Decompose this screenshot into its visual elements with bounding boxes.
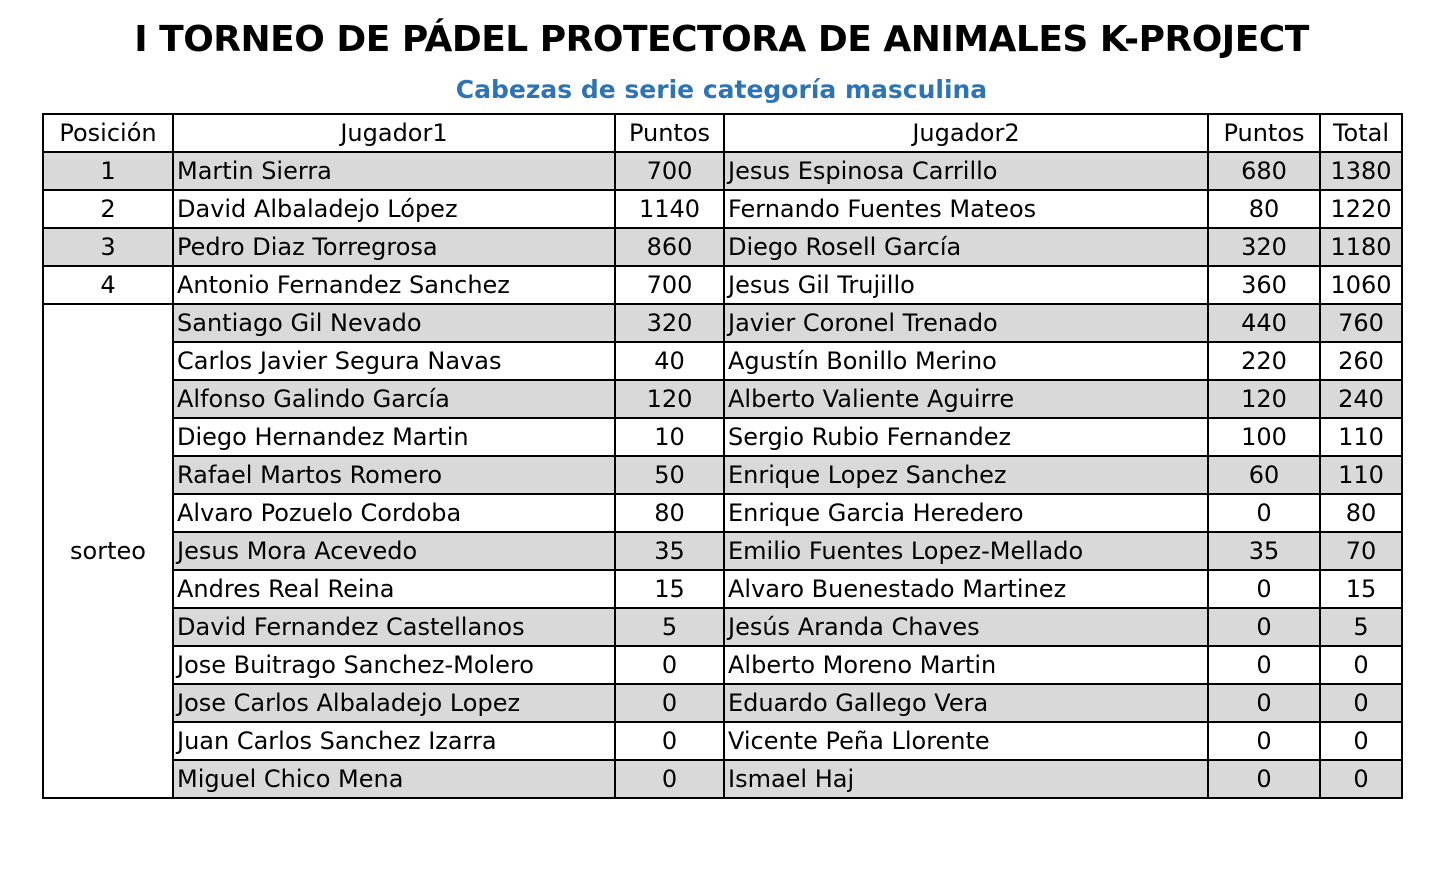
row-points2: 0 — [1208, 646, 1320, 684]
row-player2: Eduardo Gallego Vera — [724, 684, 1208, 722]
row-points1: 120 — [615, 380, 724, 418]
row-total: 1180 — [1320, 228, 1402, 266]
row-points1: 0 — [615, 722, 724, 760]
row-player1: Miguel Chico Mena — [173, 760, 615, 798]
row-total: 5 — [1320, 608, 1402, 646]
row-player1: Alvaro Pozuelo Cordoba — [173, 494, 615, 532]
row-points2: 440 — [1208, 304, 1320, 342]
table-row — [43, 532, 1402, 570]
row-player2: Ismael Haj — [724, 760, 1208, 798]
row-total: 0 — [1320, 760, 1402, 798]
table-row — [43, 646, 1402, 684]
row-points1: 15 — [615, 570, 724, 608]
row-player1: Diego Hernandez Martin — [173, 418, 615, 456]
row-total: 110 — [1320, 418, 1402, 456]
row-points2: 320 — [1208, 228, 1320, 266]
table-row — [43, 418, 1402, 456]
row-total: 15 — [1320, 570, 1402, 608]
row-position: 2 — [43, 190, 173, 228]
row-player1: David Fernandez Castellanos — [173, 608, 615, 646]
seeds-table — [42, 113, 1403, 799]
row-points1: 700 — [615, 266, 724, 304]
row-points1: 860 — [615, 228, 724, 266]
row-total: 70 — [1320, 532, 1402, 570]
row-player1: Jose Buitrago Sanchez-Molero — [173, 646, 615, 684]
row-points2: 35 — [1208, 532, 1320, 570]
table-header-row — [43, 114, 1402, 152]
row-points1: 10 — [615, 418, 724, 456]
row-total: 760 — [1320, 304, 1402, 342]
header-player1: Jugador1 — [173, 114, 615, 152]
table-row — [43, 304, 1402, 342]
row-player1: Martin Sierra — [173, 152, 615, 190]
row-player1: Pedro Diaz Torregrosa — [173, 228, 615, 266]
row-points2: 80 — [1208, 190, 1320, 228]
header-total: Total — [1320, 114, 1402, 152]
table-row — [43, 760, 1402, 798]
row-player2: Emilio Fuentes Lopez-Mellado — [724, 532, 1208, 570]
header-player2: Jugador2 — [724, 114, 1208, 152]
row-position: 3 — [43, 228, 173, 266]
row-player1: Rafael Martos Romero — [173, 456, 615, 494]
row-total: 1380 — [1320, 152, 1402, 190]
row-total: 80 — [1320, 494, 1402, 532]
row-player2: Vicente Peña Llorente — [724, 722, 1208, 760]
table-row — [43, 152, 1402, 190]
row-total: 1060 — [1320, 266, 1402, 304]
row-points2: 60 — [1208, 456, 1320, 494]
row-points2: 220 — [1208, 342, 1320, 380]
row-player1: Andres Real Reina — [173, 570, 615, 608]
row-points1: 50 — [615, 456, 724, 494]
row-points1: 0 — [615, 646, 724, 684]
row-total: 1220 — [1320, 190, 1402, 228]
row-player2: Fernando Fuentes Mateos — [724, 190, 1208, 228]
row-points2: 0 — [1208, 570, 1320, 608]
row-player1: Santiago Gil Nevado — [173, 304, 615, 342]
table-row — [43, 456, 1402, 494]
row-total: 0 — [1320, 684, 1402, 722]
table-row — [43, 266, 1402, 304]
header-points2: Puntos — [1208, 114, 1320, 152]
row-player2: Javier Coronel Trenado — [724, 304, 1208, 342]
row-total: 240 — [1320, 380, 1402, 418]
row-total: 260 — [1320, 342, 1402, 380]
row-points1: 5 — [615, 608, 724, 646]
table-row — [43, 494, 1402, 532]
draw-label: sorteo — [43, 304, 173, 798]
row-points1: 0 — [615, 760, 724, 798]
row-player2: Alvaro Buenestado Martinez — [724, 570, 1208, 608]
row-points1: 80 — [615, 494, 724, 532]
row-points2: 680 — [1208, 152, 1320, 190]
row-points2: 0 — [1208, 722, 1320, 760]
table-row — [43, 190, 1402, 228]
row-points2: 120 — [1208, 380, 1320, 418]
header-position: Posición — [43, 114, 173, 152]
row-points2: 0 — [1208, 608, 1320, 646]
table-row — [43, 380, 1402, 418]
row-points2: 0 — [1208, 494, 1320, 532]
table-row — [43, 228, 1402, 266]
row-player1: Antonio Fernandez Sanchez — [173, 266, 615, 304]
header-points1: Puntos — [615, 114, 724, 152]
row-points1: 40 — [615, 342, 724, 380]
row-player1: Juan Carlos Sanchez Izarra — [173, 722, 615, 760]
row-player2: Jesús Aranda Chaves — [724, 608, 1208, 646]
row-player2: Jesus Gil Trujillo — [724, 266, 1208, 304]
row-points1: 700 — [615, 152, 724, 190]
table-row — [43, 608, 1402, 646]
row-player2: Alberto Moreno Martin — [724, 646, 1208, 684]
table-row — [43, 684, 1402, 722]
row-points2: 100 — [1208, 418, 1320, 456]
row-points1: 1140 — [615, 190, 724, 228]
row-total: 0 — [1320, 646, 1402, 684]
table-row — [43, 722, 1402, 760]
table-row — [43, 342, 1402, 380]
row-points2: 0 — [1208, 684, 1320, 722]
row-player2: Enrique Garcia Heredero — [724, 494, 1208, 532]
row-points2: 360 — [1208, 266, 1320, 304]
row-player2: Diego Rosell García — [724, 228, 1208, 266]
page-title: I TORNEO DE PÁDEL PROTECTORA DE ANIMALES K-PROJECT — [134, 19, 1309, 60]
row-total: 110 — [1320, 456, 1402, 494]
row-points2: 0 — [1208, 760, 1320, 798]
row-player1: Carlos Javier Segura Navas — [173, 342, 615, 380]
row-player2: Agustín Bonillo Merino — [724, 342, 1208, 380]
row-player2: Enrique Lopez Sanchez — [724, 456, 1208, 494]
row-position: 4 — [43, 266, 173, 304]
row-player2: Sergio Rubio Fernandez — [724, 418, 1208, 456]
row-total: 0 — [1320, 722, 1402, 760]
row-player1: Alfonso Galindo García — [173, 380, 615, 418]
row-player2: Jesus Espinosa Carrillo — [724, 152, 1208, 190]
row-player1: David Albaladejo López — [173, 190, 615, 228]
row-player1: Jesus Mora Acevedo — [173, 532, 615, 570]
row-player1: Jose Carlos Albaladejo Lopez — [173, 684, 615, 722]
page-subtitle: Cabezas de serie categoría masculina — [455, 75, 988, 104]
row-points1: 35 — [615, 532, 724, 570]
row-points1: 0 — [615, 684, 724, 722]
row-points1: 320 — [615, 304, 724, 342]
table-row — [43, 570, 1402, 608]
row-player2: Alberto Valiente Aguirre — [724, 380, 1208, 418]
row-position: 1 — [43, 152, 173, 190]
